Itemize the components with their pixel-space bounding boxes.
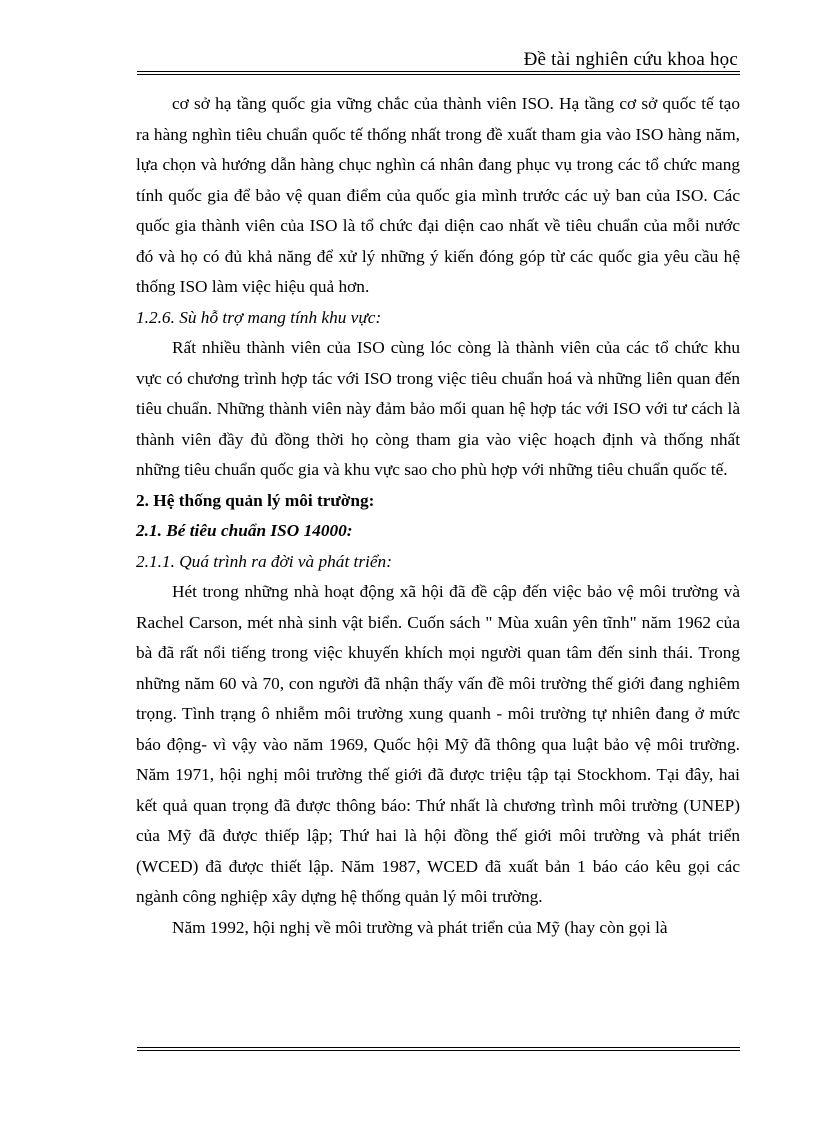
heading-2: 2. Hệ thống quản lý môi trường: [136, 490, 375, 510]
paragraph-iso-infrastructure: cơ sở hạ tầng quốc gia vững chắc của thành viên ISO. Hạ tầng cơ sở quốc tế tạo ra hàng nghìn tiêu chuẩn quốc tế thống nhất trong đề xuất tham gia vào ISO hàng năm, lựa chọn và hướng dẫn hàng chục nghìn cá nhân đang phục vụ trong các tổ chức mang tính quốc gia để bảo vệ quan điểm của quốc gia mình trước các uỷ ban của ISO. Các quốc gia thành viên của ISO là tổ chức đại diện cao nhất về tiêu chuẩn của mỗi nước đó và họ có đủ khả năng để xử lý những ý kiến đóng góp từ các quốc gia yêu cầu hệ thống ISO làm việc hiệu quả hơn. [136, 94, 740, 296]
paragraph-regional-support: Rất nhiều thành viên của ISO cùng lóc còng là thành viên của các tổ chức khu vực có chương trình hợp tác với ISO trong việc tiêu chuẩn hoá và những liên quan đến tiêu chuẩn. Những thành viên này đảm bảo mối quan hệ hợp tác với ISO với tư cách là thành viên đầy đủ đồng thời họ còng tham gia vào việc hoạch định và thống nhất những tiêu chuẩn quốc gia và khu vực sao cho phù hợp với những tiêu chuẩn quốc tế. [136, 338, 740, 479]
page-header-title: Đề tài nghiên cứu khoa học [523, 49, 738, 70]
document-body [136, 89, 740, 943]
paragraph-1992-conference: Năm 1992, hội nghị về môi trường và phát triển của Mỹ (hay còn gọi là [172, 917, 668, 937]
header-divider [137, 71, 740, 75]
heading-2-1-1: 2.1.1. Quá trình ra đời và phát triển: [136, 551, 392, 571]
footer-divider [137, 1047, 740, 1051]
paragraph-history: Hét trong những nhà hoạt động xã hội đã đề cập đến việc bảo vệ môi trường và Rachel Carson, mét nhà sinh vật biển. Cuốn sách " Mùa xuân yên tĩnh" năm 1962 của bà đã rất nổi tiếng trong việc khuyến khích mọi người quan tâm đến sinh thái. Trong những năm 60 và 70, con người đã nhận thấy vấn đề môi trường thế giới đang nghiêm trọng. Tình trạng ô nhiễm môi trường xung quanh - môi trường tự nhiên đang ở mức báo động- vì vậy vào năm 1969, Quốc hội Mỹ đã thông qua luật bảo vệ môi trường. Năm 1971, hội nghị môi trường thế giới đã được triệu tập tại Stockhom. Tại đây, hai kết quả quan trọng đã được thông báo: Thứ nhất là chương trình môi trường (UNEP) của Mỹ đã được thiếp lập; Thứ hai là hội đồng thế giới môi trường và phát triển (WCED) đã được thiết lập. Năm 1987, WCED đã xuất bản 1 báo cáo kêu gọi các ngành công nghiệp xây dựng hệ thống quản lý môi trường. [136, 582, 740, 906]
heading-1-2-6: 1.2.6. Sù hỗ trợ mang tính khu vực: [136, 307, 382, 327]
heading-2-1: 2.1. Bé tiêu chuẩn ISO 14000: [136, 521, 353, 540]
